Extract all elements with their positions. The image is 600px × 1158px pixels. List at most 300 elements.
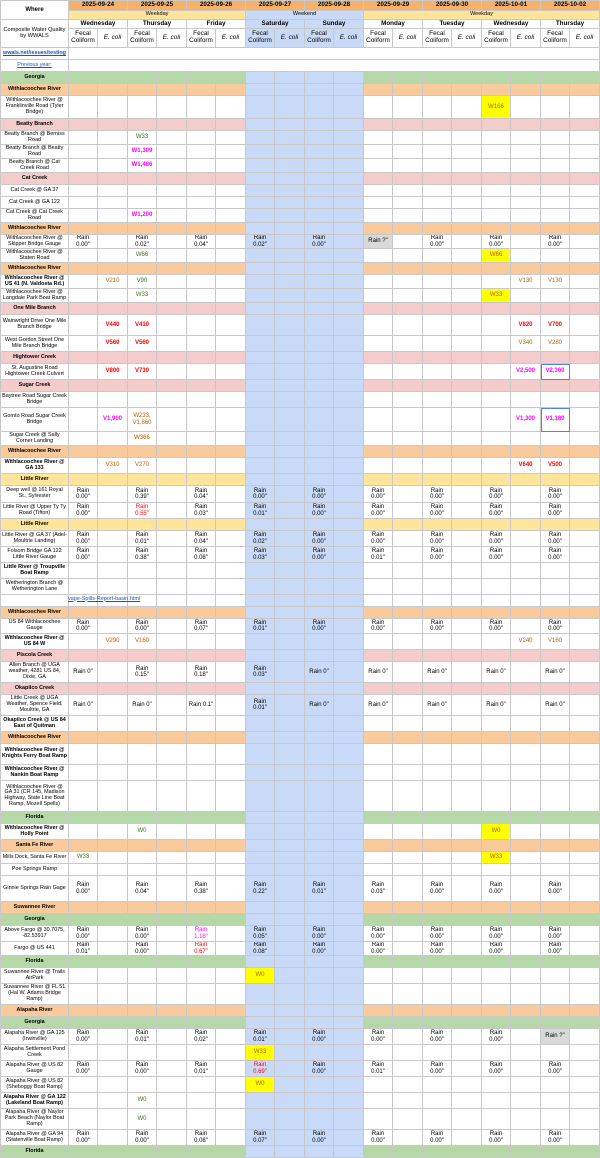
empty-cell bbox=[541, 1045, 570, 1061]
day-header: Tuesday bbox=[423, 20, 482, 29]
empty-cell bbox=[157, 159, 187, 173]
empty-cell bbox=[570, 956, 600, 968]
empty-cell bbox=[393, 864, 423, 876]
empty-cell bbox=[69, 1077, 98, 1093]
empty-cell bbox=[305, 364, 334, 380]
site-row bbox=[1, 852, 600, 864]
empty-cell bbox=[511, 84, 541, 96]
empty-cell bbox=[482, 145, 511, 159]
empty-cell bbox=[246, 458, 275, 474]
empty-cell bbox=[157, 249, 187, 263]
empty-cell bbox=[393, 563, 423, 579]
empty-cell bbox=[275, 563, 305, 579]
empty-cell bbox=[246, 380, 275, 392]
empty-cell bbox=[98, 984, 128, 1005]
empty-cell bbox=[570, 263, 600, 275]
empty-cell bbox=[187, 840, 216, 852]
empty-cell bbox=[187, 650, 216, 662]
empty-cell bbox=[364, 197, 393, 209]
empty-cell bbox=[570, 364, 600, 380]
rain-value: Rain 0.00" bbox=[128, 1130, 157, 1146]
site-label: Withlacoochee River @ Staten Road bbox=[1, 249, 69, 263]
empty-cell bbox=[364, 650, 393, 662]
empty-cell bbox=[541, 607, 570, 619]
empty-cell bbox=[364, 984, 393, 1005]
empty-cell bbox=[305, 1005, 334, 1017]
rain-value: Rain 0.15" bbox=[128, 662, 157, 683]
empty-cell bbox=[482, 1005, 511, 1017]
empty-cell bbox=[69, 607, 98, 619]
rain-value: Rain 0.02" bbox=[246, 235, 275, 249]
empty-cell bbox=[570, 716, 600, 732]
e-coli-header: E. coli bbox=[216, 29, 246, 48]
empty-cell bbox=[246, 249, 275, 263]
empty-cell bbox=[246, 744, 275, 765]
empty-cell bbox=[364, 432, 393, 446]
empty-cell bbox=[511, 902, 541, 914]
empty-cell bbox=[216, 315, 246, 336]
empty-cell bbox=[275, 902, 305, 914]
rain-value: Rain 0.00" bbox=[482, 1029, 511, 1045]
empty-cell bbox=[393, 249, 423, 263]
empty-cell bbox=[98, 197, 128, 209]
empty-cell bbox=[393, 840, 423, 852]
rain-value: Rain 0.00" bbox=[541, 1061, 570, 1077]
rain-value: Rain 0.00" bbox=[423, 486, 452, 503]
empty-cell bbox=[511, 683, 541, 695]
empty-cell bbox=[511, 1005, 541, 1017]
empty-cell bbox=[69, 209, 98, 223]
empty-cell bbox=[364, 119, 393, 131]
rain-value: Rain 0.00" bbox=[305, 942, 334, 956]
empty-cell bbox=[393, 607, 423, 619]
empty-cell bbox=[452, 840, 482, 852]
previous-year-link[interactable]: Previous year: bbox=[17, 61, 52, 68]
empty-cell bbox=[69, 840, 98, 852]
empty-cell bbox=[98, 695, 128, 716]
empty-cell bbox=[334, 531, 364, 547]
rain-value: Rain 0" bbox=[364, 695, 393, 716]
empty-cell bbox=[393, 185, 423, 197]
empty-cell bbox=[482, 984, 511, 1005]
section-row bbox=[1, 683, 600, 695]
empty-cell bbox=[364, 1146, 393, 1158]
empty-cell bbox=[452, 474, 482, 486]
empty-cell bbox=[275, 662, 305, 683]
empty-cell bbox=[216, 380, 246, 392]
empty-cell bbox=[157, 408, 187, 432]
empty-cell bbox=[393, 145, 423, 159]
empty-cell bbox=[157, 984, 187, 1005]
empty-cell bbox=[305, 744, 334, 765]
empty-cell bbox=[334, 1061, 364, 1077]
empty-cell bbox=[128, 1017, 157, 1029]
empty-cell bbox=[511, 840, 541, 852]
empty-cell bbox=[334, 263, 364, 275]
empty-cell bbox=[216, 519, 246, 531]
empty-cell bbox=[216, 695, 246, 716]
empty-cell bbox=[305, 864, 334, 876]
empty-cell bbox=[69, 968, 98, 984]
rain-value: Rain 0.00" bbox=[305, 531, 334, 547]
empty-cell bbox=[98, 781, 128, 812]
empty-cell bbox=[393, 595, 423, 607]
empty-cell bbox=[275, 275, 305, 289]
empty-cell bbox=[541, 902, 570, 914]
empty-cell bbox=[157, 474, 187, 486]
empty-cell bbox=[334, 683, 364, 695]
testing-link-cell[interactable] bbox=[1, 48, 69, 60]
empty-cell bbox=[187, 812, 216, 824]
empty-cell bbox=[334, 563, 364, 579]
empty-cell bbox=[98, 968, 128, 984]
empty-cell bbox=[157, 336, 187, 352]
e-coli-header: E. coli bbox=[275, 29, 305, 48]
empty-cell bbox=[69, 650, 98, 662]
empty-cell bbox=[305, 956, 334, 968]
empty-cell bbox=[157, 303, 187, 315]
empty-cell bbox=[216, 634, 246, 650]
empty-cell bbox=[393, 119, 423, 131]
empty-cell bbox=[570, 96, 600, 119]
empty-cell bbox=[275, 595, 305, 607]
empty-cell bbox=[511, 392, 541, 408]
empty-cell bbox=[393, 197, 423, 209]
empty-cell bbox=[423, 84, 452, 96]
empty-cell bbox=[187, 634, 216, 650]
site-label: Fargo @ US 441 bbox=[1, 942, 69, 956]
empty-cell bbox=[541, 96, 570, 119]
bacteria-value: V280 bbox=[541, 336, 570, 352]
empty-cell bbox=[570, 432, 600, 446]
empty-cell bbox=[246, 173, 275, 185]
empty-cell bbox=[482, 519, 511, 531]
site-row bbox=[1, 662, 600, 683]
empty-cell bbox=[98, 1017, 128, 1029]
empty-cell bbox=[482, 634, 511, 650]
empty-cell bbox=[570, 864, 600, 876]
date-header: 2025-09-29 bbox=[364, 1, 423, 11]
site-label: Cat Creek @ GA 122 bbox=[1, 197, 69, 209]
site-row bbox=[1, 486, 600, 503]
section-label: Florida bbox=[1, 1146, 69, 1158]
testing-link[interactable]: wwals.net/issues/testing bbox=[3, 49, 66, 56]
empty-cell bbox=[334, 547, 364, 563]
rain-value: Rain 0.01" bbox=[246, 503, 275, 519]
rain-value: Rain 0.00" bbox=[305, 547, 334, 563]
site-label: Cat Creek @ GA 37 bbox=[1, 185, 69, 197]
empty-cell bbox=[246, 446, 275, 458]
bacteria-value: V130 bbox=[541, 275, 570, 289]
section-label: Georgia bbox=[1, 1017, 69, 1029]
empty-cell bbox=[364, 263, 393, 275]
empty-cell bbox=[541, 1077, 570, 1093]
empty-cell bbox=[452, 662, 482, 683]
empty-cell bbox=[187, 159, 216, 173]
empty-cell bbox=[570, 315, 600, 336]
rain-value: Rain 0.00" bbox=[541, 942, 570, 956]
empty-cell bbox=[246, 1093, 275, 1109]
empty-cell bbox=[482, 72, 511, 84]
empty-cell bbox=[511, 159, 541, 173]
rain-value: Rain ?" bbox=[541, 1029, 570, 1045]
empty-cell bbox=[364, 315, 393, 336]
rain-value: Rain 0.00" bbox=[541, 486, 570, 503]
empty-cell bbox=[334, 926, 364, 942]
rain-value: Rain ?" bbox=[364, 235, 393, 249]
empty-cell bbox=[511, 876, 541, 902]
empty-cell bbox=[98, 926, 128, 942]
bacteria-value: V2,360 bbox=[541, 364, 570, 380]
empty-cell bbox=[275, 235, 305, 249]
empty-cell bbox=[334, 131, 364, 145]
empty-cell bbox=[364, 380, 393, 392]
empty-cell bbox=[187, 131, 216, 145]
empty-cell bbox=[187, 275, 216, 289]
empty-cell bbox=[98, 531, 128, 547]
empty-cell bbox=[187, 1146, 216, 1158]
empty-cell bbox=[275, 364, 305, 380]
rain-value: Rain 0.01" bbox=[69, 942, 98, 956]
bacteria-value: W0 bbox=[246, 1077, 275, 1093]
site-label: Withlacoochee River @ GA 31 (CR 145, Madison Highway, State Line Boat Ramp, Mozell Spells) bbox=[1, 781, 69, 812]
bacteria-value: W1,486 bbox=[128, 159, 157, 173]
empty-cell bbox=[393, 1061, 423, 1077]
rain-value: Rain 0.00" bbox=[541, 926, 570, 942]
empty-cell bbox=[423, 432, 452, 446]
site-row bbox=[1, 209, 600, 223]
empty-cell bbox=[157, 119, 187, 131]
section-label: Withlacoochee River bbox=[1, 607, 69, 619]
rain-value: Rain 1.18" bbox=[187, 926, 216, 942]
empty-cell bbox=[452, 519, 482, 531]
empty-cell bbox=[128, 392, 157, 408]
empty-cell bbox=[570, 563, 600, 579]
empty-cell bbox=[393, 519, 423, 531]
empty-cell bbox=[393, 1045, 423, 1061]
empty-cell bbox=[364, 1017, 393, 1029]
empty-cell bbox=[541, 432, 570, 446]
empty-cell bbox=[511, 432, 541, 446]
empty-cell bbox=[275, 131, 305, 145]
empty-cell bbox=[128, 185, 157, 197]
empty-cell bbox=[393, 902, 423, 914]
empty-cell bbox=[69, 732, 98, 744]
empty-cell bbox=[334, 289, 364, 303]
empty-cell bbox=[69, 275, 98, 289]
empty-cell bbox=[570, 732, 600, 744]
empty-cell bbox=[128, 173, 157, 185]
bacteria-value: V730 bbox=[128, 364, 157, 380]
empty-cell bbox=[128, 446, 157, 458]
rain-value: Rain 0.00" bbox=[305, 486, 334, 503]
empty-cell bbox=[216, 185, 246, 197]
rain-value: Rain 0.01" bbox=[246, 695, 275, 716]
rain-value: Rain 0.00" bbox=[482, 531, 511, 547]
empty-cell bbox=[511, 380, 541, 392]
site-label: Withlacoochee River @ Holly Point bbox=[1, 824, 69, 840]
empty-cell bbox=[334, 408, 364, 432]
empty-cell bbox=[393, 1017, 423, 1029]
empty-cell bbox=[452, 303, 482, 315]
empty-cell bbox=[541, 185, 570, 197]
fecal-coliform-header: Fecal Coliform bbox=[69, 29, 98, 48]
empty-cell bbox=[364, 732, 393, 744]
empty-cell bbox=[570, 781, 600, 812]
empty-cell bbox=[305, 446, 334, 458]
empty-cell bbox=[69, 579, 98, 595]
empty-cell bbox=[334, 96, 364, 119]
empty-cell bbox=[364, 458, 393, 474]
empty-cell bbox=[393, 263, 423, 275]
site-label: Beatty Branch @ Berniss Road bbox=[1, 131, 69, 145]
empty-cell bbox=[423, 732, 452, 744]
empty-cell bbox=[452, 695, 482, 716]
empty-cell bbox=[128, 380, 157, 392]
empty-cell bbox=[275, 289, 305, 303]
empty-cell bbox=[69, 474, 98, 486]
empty-cell bbox=[334, 765, 364, 781]
empty-cell bbox=[452, 408, 482, 432]
empty-cell bbox=[305, 289, 334, 303]
empty-cell bbox=[482, 197, 511, 209]
empty-cell bbox=[246, 197, 275, 209]
empty-cell bbox=[511, 197, 541, 209]
empty-cell bbox=[305, 563, 334, 579]
empty-cell bbox=[305, 275, 334, 289]
empty-cell bbox=[187, 1017, 216, 1029]
site-row bbox=[1, 531, 600, 547]
empty-cell bbox=[275, 474, 305, 486]
empty-cell bbox=[423, 173, 452, 185]
empty-cell bbox=[128, 840, 157, 852]
empty-cell bbox=[541, 131, 570, 145]
empty-cell bbox=[423, 96, 452, 119]
empty-cell bbox=[334, 1130, 364, 1146]
empty-cell bbox=[246, 364, 275, 380]
empty-cell bbox=[334, 595, 364, 607]
bacteria-value: W233, V1,860 bbox=[128, 408, 157, 432]
empty-cell bbox=[128, 1005, 157, 1017]
empty-cell bbox=[187, 1109, 216, 1130]
empty-cell bbox=[216, 503, 246, 519]
empty-cell bbox=[275, 380, 305, 392]
section-row bbox=[1, 474, 600, 486]
empty-cell bbox=[423, 634, 452, 650]
sewage-spills-report-link[interactable]: vage-Spills-Report-basin.html bbox=[68, 595, 141, 602]
empty-cell bbox=[157, 1109, 187, 1130]
empty-cell bbox=[128, 1077, 157, 1093]
empty-cell bbox=[452, 458, 482, 474]
empty-cell bbox=[452, 852, 482, 864]
rain-value: Rain 0.00" bbox=[482, 547, 511, 563]
empty-cell bbox=[452, 634, 482, 650]
previous-year-cell[interactable] bbox=[1, 60, 69, 72]
empty-cell bbox=[334, 1109, 364, 1130]
rain-value: Rain 0.03" bbox=[364, 876, 393, 902]
empty-cell bbox=[393, 547, 423, 563]
empty-cell bbox=[187, 956, 216, 968]
empty-cell bbox=[393, 914, 423, 926]
empty-cell bbox=[452, 145, 482, 159]
empty-cell bbox=[305, 968, 334, 984]
empty-cell bbox=[482, 380, 511, 392]
site-row bbox=[1, 926, 600, 942]
empty-cell bbox=[69, 458, 98, 474]
empty-cell bbox=[393, 159, 423, 173]
rain-value: Rain 0.01" bbox=[364, 547, 393, 563]
empty-cell bbox=[216, 956, 246, 968]
rain-value: Rain 0.03" bbox=[187, 503, 216, 519]
empty-cell bbox=[216, 531, 246, 547]
empty-cell bbox=[157, 1029, 187, 1045]
empty-cell bbox=[69, 1017, 98, 1029]
empty-cell bbox=[305, 914, 334, 926]
empty-cell bbox=[69, 634, 98, 650]
empty-cell bbox=[570, 380, 600, 392]
empty-cell bbox=[187, 1005, 216, 1017]
empty-cell bbox=[157, 902, 187, 914]
bacteria-value: W0 bbox=[128, 1109, 157, 1130]
empty-cell bbox=[246, 289, 275, 303]
bacteria-value: V1,300 bbox=[511, 408, 541, 432]
site-label: Sugar Creek @ Sally Corner Landing bbox=[1, 432, 69, 446]
empty-cell bbox=[570, 1029, 600, 1045]
site-label: Alapaha Settlement Pond Creek bbox=[1, 1045, 69, 1061]
empty-cell bbox=[541, 781, 570, 812]
rain-value: Rain 0.00" bbox=[541, 547, 570, 563]
empty-cell bbox=[275, 1045, 305, 1061]
empty-cell bbox=[275, 519, 305, 531]
empty-cell bbox=[187, 744, 216, 765]
empty-cell bbox=[452, 364, 482, 380]
empty-cell bbox=[482, 474, 511, 486]
empty-cell bbox=[482, 303, 511, 315]
empty-cell bbox=[511, 942, 541, 956]
empty-cell bbox=[423, 380, 452, 392]
rain-value: Rain 0.00" bbox=[482, 486, 511, 503]
empty-cell bbox=[452, 824, 482, 840]
empty-cell bbox=[275, 1029, 305, 1045]
empty-cell bbox=[334, 634, 364, 650]
fecal-coliform-header: Fecal Coliform bbox=[482, 29, 511, 48]
empty-cell bbox=[128, 119, 157, 131]
empty-cell bbox=[305, 812, 334, 824]
empty-cell bbox=[275, 458, 305, 474]
empty-cell bbox=[541, 824, 570, 840]
empty-cell bbox=[187, 315, 216, 336]
empty-cell bbox=[157, 852, 187, 864]
empty-cell bbox=[98, 1093, 128, 1109]
empty-cell bbox=[452, 1045, 482, 1061]
empty-cell bbox=[452, 263, 482, 275]
site-row bbox=[1, 876, 600, 902]
rain-value: Rain 0.07" bbox=[246, 1130, 275, 1146]
empty-cell bbox=[541, 263, 570, 275]
empty-cell bbox=[275, 812, 305, 824]
empty-cell bbox=[334, 486, 364, 503]
empty-cell bbox=[275, 984, 305, 1005]
section-label: Suwannee River bbox=[1, 902, 69, 914]
empty-cell bbox=[511, 662, 541, 683]
empty-cell bbox=[69, 263, 98, 275]
empty-cell bbox=[128, 716, 157, 732]
empty-cell bbox=[393, 235, 423, 249]
empty-cell bbox=[216, 914, 246, 926]
empty-cell bbox=[334, 968, 364, 984]
fecal-coliform-header: Fecal Coliform bbox=[423, 29, 452, 48]
empty-cell bbox=[157, 197, 187, 209]
